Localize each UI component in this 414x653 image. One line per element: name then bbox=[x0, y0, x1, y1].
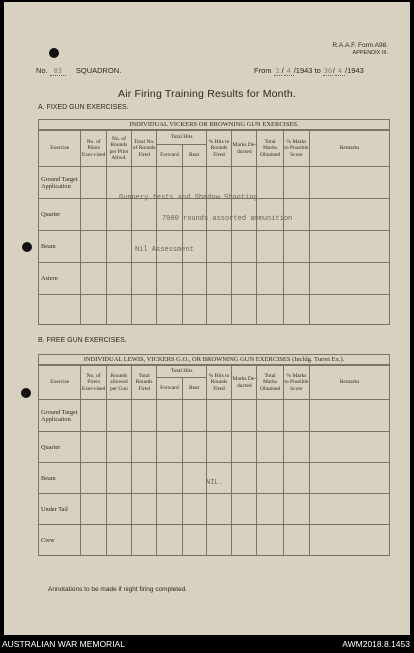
row-label: Ground Target Application bbox=[39, 167, 81, 199]
row-label: Under Tail bbox=[39, 494, 81, 525]
punch-hole bbox=[22, 242, 32, 252]
section-a-band: INDIVIDUAL VICKERS OR BROWNING GUN EXERCISES. bbox=[38, 119, 390, 130]
table-row bbox=[39, 494, 390, 525]
col-pct-hits: % Hits to Rounds Fired bbox=[206, 131, 231, 167]
row-label bbox=[39, 295, 81, 325]
row-label: Quarter bbox=[39, 432, 81, 463]
col-pct-marks: % Marks to Possible Score bbox=[283, 366, 309, 400]
col-total-rounds: Total Rounds Fired bbox=[132, 366, 157, 400]
from-day: 1 bbox=[275, 67, 280, 75]
form-id: R.A.A.F. Form A98. bbox=[332, 42, 388, 49]
col-remarks: Remarks bbox=[310, 366, 390, 400]
from-year: /1943 bbox=[293, 66, 313, 75]
col-pct-marks: % Marks to Possible Score bbox=[283, 131, 309, 167]
section-b-band: INDIVIDUAL LEWIS, VICKERS G.O., OR BROWNING GUN EXERCISES (Incldg. Turret Ex.). bbox=[38, 354, 390, 365]
col-total-rounds: Total No. of Rounds Fired bbox=[132, 131, 157, 167]
table-row bbox=[39, 263, 390, 295]
entry-beam: Nil Assessment bbox=[135, 246, 194, 254]
table-row bbox=[39, 295, 390, 325]
col-total-hits: Total Hits bbox=[157, 366, 207, 378]
entry-ground: Gunnery tests and Shadow Shooting bbox=[119, 194, 258, 202]
col-exercise: Exercise bbox=[39, 131, 81, 167]
footnote: Annotations to be made if night firing completed. bbox=[48, 586, 188, 593]
col-firers: No. of Firers Exer-cised bbox=[81, 366, 106, 400]
entry-quarter: 7000 rounds assorted ammunition bbox=[162, 215, 293, 223]
col-pct-hits: % Hits to Rounds Fired bbox=[206, 366, 231, 400]
col-marks-deducted: Marks De-ducted bbox=[232, 131, 257, 167]
from-label: From bbox=[254, 66, 272, 75]
to-label: to bbox=[314, 66, 321, 75]
table-row bbox=[39, 400, 390, 432]
col-total-marks: Total Marks Obtained bbox=[257, 131, 283, 167]
punch-hole bbox=[49, 48, 59, 58]
to-year: /1943 bbox=[345, 66, 364, 75]
row-label: Ground Target Application bbox=[39, 400, 81, 432]
col-pilots: No. of Pilots Exer-cised bbox=[81, 131, 106, 167]
col-rounds-per-pilot: No. of Rounds per Pilot Allwd. bbox=[106, 131, 131, 167]
row-label: Beam bbox=[39, 231, 81, 263]
col-marks-deducted: Marks De-ducted bbox=[232, 366, 257, 400]
punch-hole bbox=[21, 388, 31, 398]
entry-beam-free: NIL. bbox=[206, 479, 223, 487]
archive-footer bbox=[0, 635, 414, 653]
table-row bbox=[39, 432, 390, 463]
table-row bbox=[39, 463, 390, 494]
period-line: From 1 / 4 /1943 to 30/ 4 /1943 bbox=[254, 66, 364, 75]
section-a-table bbox=[38, 130, 390, 325]
col-forward: Forward bbox=[157, 378, 182, 400]
squadron-number: 83 bbox=[50, 67, 66, 76]
form-sheet bbox=[4, 2, 410, 635]
row-label: Astern bbox=[39, 263, 81, 295]
footer-institution: AUSTRALIAN WAR MEMORIAL bbox=[2, 639, 125, 649]
col-forward: Forward bbox=[157, 145, 182, 167]
row-label: Quarter bbox=[39, 199, 81, 231]
squadron-line bbox=[36, 66, 121, 76]
form-appendix: APPENDIX III. bbox=[352, 50, 388, 56]
table-row bbox=[39, 525, 390, 556]
form-title: Air Firing Training Results for Month. bbox=[118, 88, 296, 100]
col-total-marks: Total Marks Obtained bbox=[257, 366, 283, 400]
section-a-heading: A. FIXED GUN EXERCISES. bbox=[38, 104, 129, 111]
row-label: Crew bbox=[39, 525, 81, 556]
section-b-heading: B. FREE GUN EXERCISES. bbox=[38, 337, 127, 344]
col-remarks: Remarks bbox=[310, 131, 390, 167]
col-rounds-allowed: Rounds allowed per Gun bbox=[106, 366, 131, 400]
col-exercise: Exercise bbox=[39, 366, 81, 400]
section-b-table bbox=[38, 365, 390, 556]
row-label: Beam bbox=[39, 463, 81, 494]
to-month: 4 bbox=[335, 67, 345, 76]
footer-accession: AWM2018.8.1453 bbox=[342, 639, 410, 649]
to-day: 30 bbox=[323, 67, 333, 75]
col-total-hits: Total Hits bbox=[157, 131, 207, 145]
squadron-label: SQUADRON. bbox=[75, 66, 122, 75]
no-label: No. bbox=[36, 66, 48, 75]
table-row bbox=[39, 231, 390, 263]
from-month: 4 bbox=[284, 67, 294, 76]
col-rear: Rear bbox=[182, 378, 206, 400]
col-rear: Rear bbox=[182, 145, 206, 167]
